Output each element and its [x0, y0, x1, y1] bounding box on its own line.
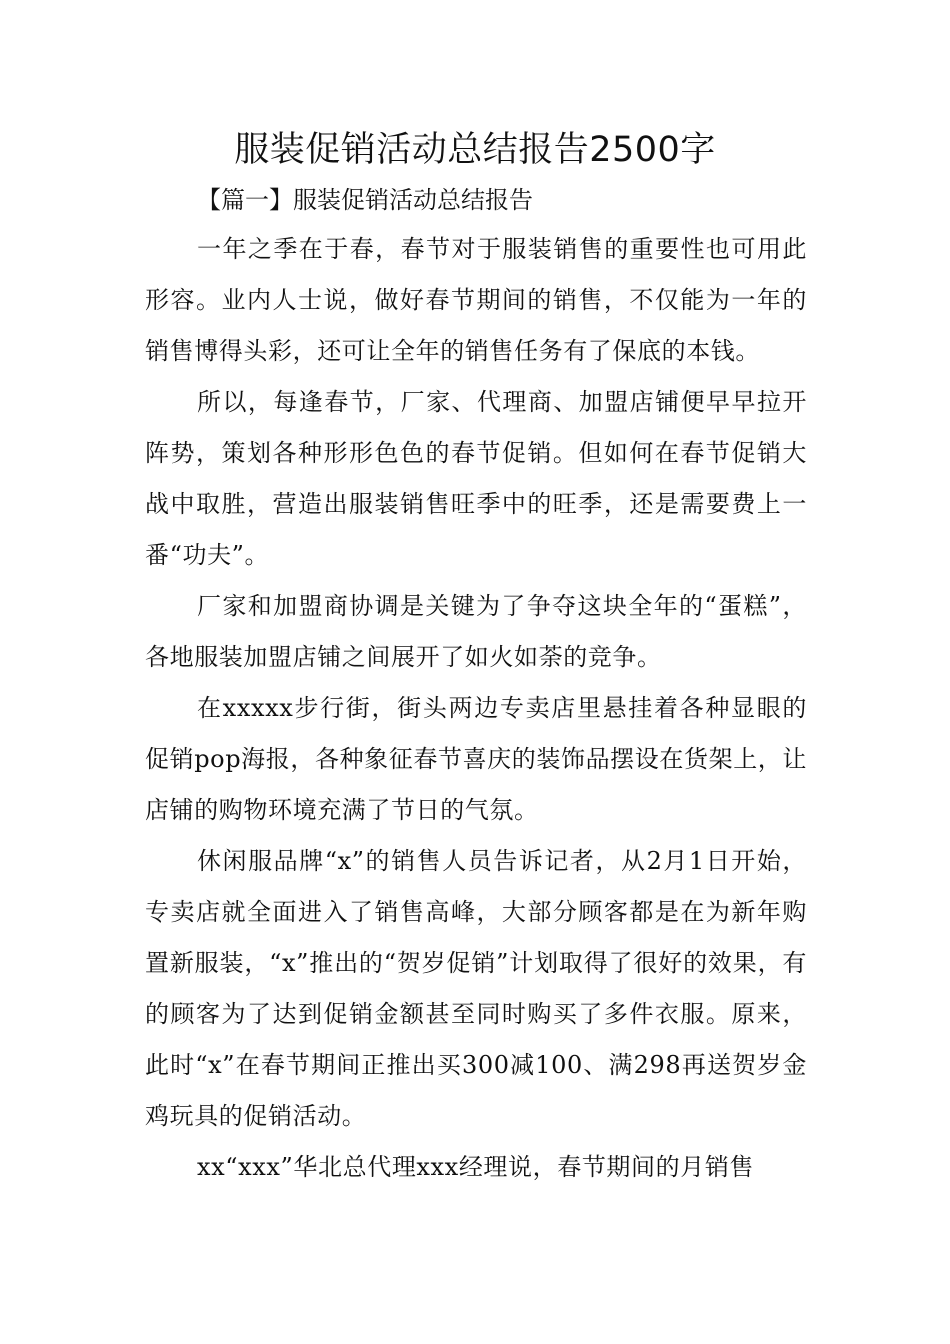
paragraph-2: 所以，每逢春节，厂家、代理商、加盟店铺便早早拉开阵势，策划各种形形色色的春节促销。但如何在春节促销大战中取胜，营造出服装销售旺季中的旺季，还是需要费上一番“功夫”。 — [145, 388, 807, 569]
paragraph-3: 厂家和加盟商协调是关键为了争夺这块全年的“蛋糕”，各地服装加盟店铺之间展开了如火如荼的竞争。 — [145, 592, 807, 671]
paragraph-5: 休闲服品牌“x”的销售人员告诉记者，从2月1日开始，专卖店就全面进入了销售高峰，大部分顾客都是在为新年购置新服装，“x”推出的“贺岁促销”计划取得了很好的效果，有的顾客为了达到促销金额甚至同时购买了多件衣服。原来，此时“x”在春节期间正推出买300减100、满298再送贺岁金鸡玩具的促销活动。 — [145, 847, 807, 1130]
document-title: 服装促销活动总结报告2500字 — [234, 130, 716, 170]
section-heading: 【篇一】服装促销活动总结报告 — [197, 186, 533, 214]
paragraph-1: 一年之季在于春，春节对于服装销售的重要性也可用此形容。业内人士说，做好春节期间的销售，不仅能为一年的销售博得头彩，还可让全年的销售任务有了保底的本钱。 — [145, 235, 807, 365]
paragraph-6: xx“xxx”华北总代理xxx经理说，春节期间的月销售 — [197, 1153, 755, 1181]
paragraph-4: 在xxxxx步行街，街头两边专卖店里悬挂着各种显眼的促销pop海报，各种象征春节喜庆的装饰品摆设在货架上，让店铺的购物环境充满了节日的气氛。 — [145, 694, 807, 824]
document-body — [145, 176, 807, 1193]
